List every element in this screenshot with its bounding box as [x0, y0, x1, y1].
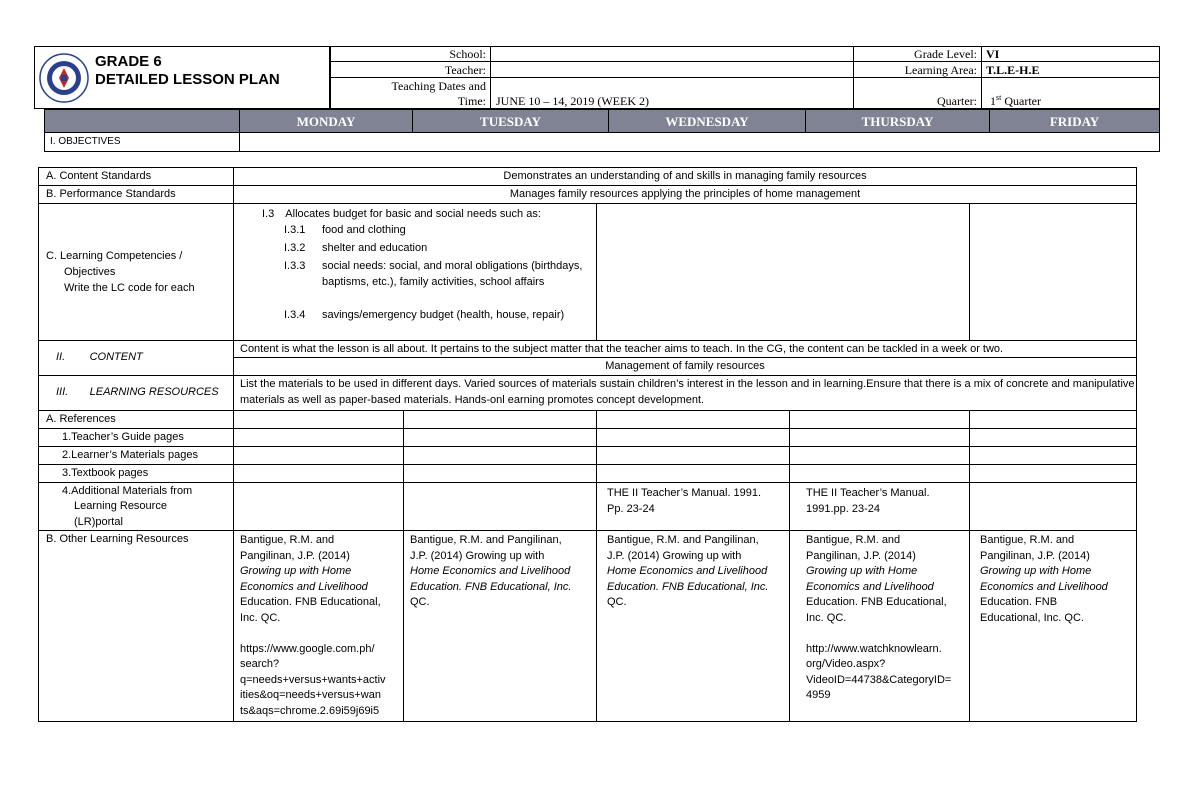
- grade-level-field[interactable]: VI: [986, 47, 1000, 61]
- watchknowlearn-link[interactable]: http://www.watchknowlearn.: [806, 642, 942, 655]
- grade-level-label: Grade Level:: [914, 47, 977, 61]
- learning-resources-label: III. LEARNING RESOURCES: [56, 386, 219, 398]
- title-line-2: DETAILED LESSON PLAN: [95, 71, 280, 88]
- day-header-monday: MONDAY: [239, 109, 413, 133]
- day-header-thursday: THURSDAY: [805, 109, 990, 133]
- teacher-field[interactable]: [494, 63, 849, 77]
- additional-materials-label-2: Learning Resource: [74, 500, 167, 512]
- quarter-field[interactable]: [990, 93, 1041, 109]
- teacher-label: Teacher:: [444, 63, 486, 77]
- textbook-label: 3.Textbook pages: [62, 467, 149, 479]
- objectives-label: I. OBJECTIVES: [50, 136, 121, 147]
- content-value: Management of family resources: [605, 360, 765, 372]
- day-header-wednesday: WEDNESDAY: [608, 109, 806, 133]
- performance-standards-value: Manages family resources applying the principles of home management: [509, 188, 861, 200]
- learning-resources-note: List the materials to be used in different days. Varied sources of materials sustain children’s interest in the lesson and in learning.Ensure that there is a mix of concrete and manipulative materials as well as paper-based materials. Hands-onl earning promotes concept development.: [240, 378, 1135, 406]
- additional-materials-thursday-2: 1991.pp. 23-24: [806, 503, 881, 515]
- deped-seal-logo: [39, 53, 89, 103]
- competencies-label-3: Write the LC code for each: [64, 282, 195, 294]
- competencies-label-1: C. Learning Competencies /: [46, 250, 183, 262]
- references-label: A. References: [46, 413, 116, 425]
- day-header-blank: [44, 109, 240, 133]
- other-resources-thursday: Bantigue, R.M. and Pangilinan, J.P. (2014) Growing up with Home Economics and Livelihood Education. FNB Educational, Inc. QC. http://www.watchknowlearn. org/Video.aspx? VideoID=44738&CategoryID= 4959: [806, 533, 968, 704]
- competency-item: I.3.4 savings/emergency budget (health, house, repair): [284, 309, 565, 321]
- learning-area-field[interactable]: T.L.E-H.E: [986, 63, 1040, 77]
- additional-materials-label-1: 4.Additional Materials from: [62, 485, 193, 497]
- content-standards-value: Demonstrates an understanding of and skills in managing family resources: [503, 170, 867, 182]
- dates-label-2: Time:: [457, 94, 486, 108]
- additional-materials-label-3: (LR)portal: [74, 516, 123, 528]
- school-field[interactable]: [494, 47, 849, 61]
- other-resources-monday: Bantigue, R.M. and Pangilinan, J.P. (2014) Growing up with Home Economics and Livelihood Education. FNB Educational, Inc. QC. https://www.google.com.ph/ search? q=needs+versus+wants+activ ities&oq=needs+versus+wan ts&aqs=chrome.2.69i59j69i5: [240, 533, 402, 719]
- content-note: Content is what the lesson is all about. It pertains to the subject matter that the teacher aims to teach. In the CG, the content can be tackled in a week or two.: [240, 343, 1004, 355]
- competency-main-code: I.3: [262, 208, 275, 220]
- dates-field[interactable]: JUNE 10 – 14, 2019 (WEEK 2): [496, 94, 649, 108]
- additional-materials-wednesday-1: THE II Teacher’s Manual. 1991.: [607, 487, 762, 499]
- additional-materials-wednesday-2: Pp. 23-24: [607, 503, 655, 515]
- content-standards-label: A. Content Standards: [46, 170, 152, 182]
- other-resources-wednesday: Bantigue, R.M. and Pangilinan, J.P. (2014) Growing up with Home Economics and Livelihood Education. FNB Educational, Inc. QC.: [607, 534, 769, 608]
- quarter-sup: st: [996, 93, 1002, 102]
- quarter-label: Quarter:: [937, 94, 977, 108]
- other-resources-label: B. Other Learning Resources: [46, 533, 189, 545]
- dates-label-1: Teaching Dates and: [391, 79, 486, 93]
- additional-materials-thursday-1: THE II Teacher’s Manual.: [806, 487, 930, 499]
- competency-item: I.3.2 shelter and education: [284, 242, 428, 254]
- day-header-tuesday: TUESDAY: [412, 109, 609, 133]
- other-resources-tuesday: Bantigue, R.M. and Pangilinan, J.P. (2014) Growing up with Home Economics and Livelihood Education. FNB Educational, Inc. QC.: [410, 534, 572, 608]
- main-table: [38, 167, 1137, 722]
- title-block: [34, 46, 330, 109]
- competency-item: I.3.3 social needs: social, and moral obligations (birthdays, baptisms, etc.), family activities, school affairs: [284, 260, 583, 288]
- school-label: School:: [449, 47, 486, 61]
- competency-item: I.3.1 food and clothing: [284, 224, 406, 236]
- teachers-guide-label: 1.Teacher’s Guide pages: [62, 431, 184, 443]
- competency-main: [262, 207, 541, 223]
- performance-standards-label: B. Performance Standards: [46, 188, 176, 200]
- competencies-label-2: Objectives: [64, 266, 116, 278]
- other-resources-friday: Bantigue, R.M. and Pangilinan, J.P. (2014) Growing up with Home Economics and Livelihood Education. FNB Educational, Inc. QC.: [980, 534, 1108, 624]
- content-label: II. CONTENT: [56, 351, 143, 363]
- day-header-friday: FRIDAY: [989, 109, 1160, 133]
- learners-materials-label: 2.Learner’s Materials pages: [62, 449, 198, 461]
- quarter-num: 1: [990, 94, 996, 108]
- quarter-rest: Quarter: [1001, 94, 1041, 108]
- google-search-link[interactable]: https://www.google.com.ph/: [240, 642, 375, 655]
- learning-area-label: Learning Area:: [904, 63, 977, 77]
- competency-main-text: Allocates budget for basic and social needs such as:: [285, 208, 541, 220]
- title-line-1: GRADE 6: [95, 53, 162, 70]
